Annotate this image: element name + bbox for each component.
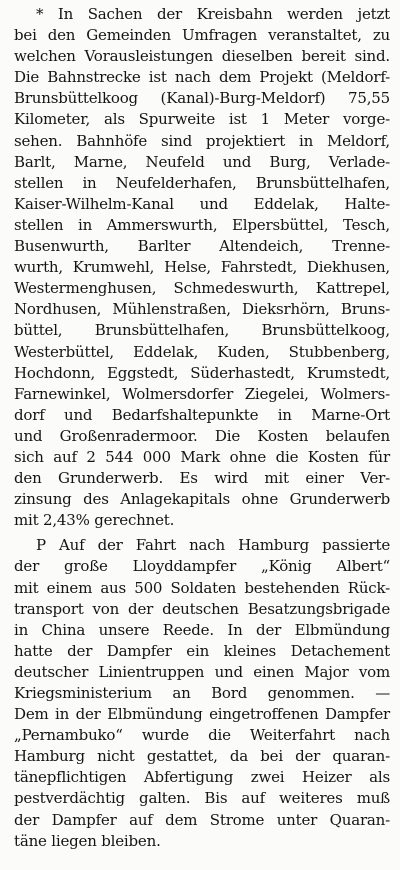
text-line: wurth, Krumwehl, Helse, Fahrstedt, Diekhusen,	[14, 258, 390, 277]
article-kreisbahn	[14, 4, 390, 531]
text-line: mit einem aus 500 Soldaten bestehenden Rück-	[14, 578, 390, 597]
text-line: büttel, Brunsbüttelhafen, Brunsbüttelkoog,	[14, 321, 390, 340]
text-line: dorf und Bedarfshaltepunkte in Marne-Ort	[14, 405, 390, 424]
text-line: stellen in Neufelderhafen, Brunsbüttelhafen,	[14, 173, 390, 192]
text-line: welchen Vorausleistungen dieselben bereit sind.	[14, 47, 390, 66]
text-line: Brunsbüttelkoog (Kanal)-Burg-Meldorf) 75,55	[14, 89, 390, 108]
text-line: mit 2,43% gerechnet.	[14, 511, 175, 530]
text-line: P Auf der Fahrt nach Hamburg passierte	[36, 536, 390, 555]
text-line: Farnewinkel, Wolmersdorfer Ziegelei, Wolmers-	[14, 384, 390, 403]
text-line: pestverdächtig galten. Bis auf weiteres muß	[14, 789, 390, 808]
text-line: zinsung des Anlagekapitals ohne Grunderwerb	[14, 490, 390, 509]
text-line: Nordhusen, Mühlenstraßen, Dieksrhörn, Bruns-	[14, 300, 390, 319]
text-line: Kriegsministerium an Bord genommen. —	[14, 684, 390, 702]
text-line: in China unsere Reede. In der Elbmündung	[14, 620, 390, 639]
text-line: deutscher Linientruppen und einen Major vom	[14, 662, 390, 681]
text-line: Barlt, Marne, Neufeld und Burg, Verlade-	[14, 152, 390, 171]
text-line: Westermenghusen, Schmedeswurth, Kattrepel,	[14, 279, 390, 298]
text-line: hatte der Dampfer ein kleines Detachement	[14, 641, 390, 660]
text-line: Westerbüttel, Eddelak, Kuden, Stubbenberg,	[14, 342, 390, 361]
article-lloyddampfer	[14, 535, 390, 851]
text-line: bei den Gemeinden Umfragen veranstaltet, zu	[14, 26, 390, 45]
text-line: Hochdonn, Eggstedt, Süderhastedt, Krumstedt,	[14, 363, 390, 382]
text-line: transport von der deutschen Besatzungsbrigade	[14, 599, 390, 618]
text-line: * In Sachen der Kreisbahn werden jetzt	[36, 5, 390, 23]
text-line: „Pernambuko“ wurde die Weiterfahrt nach	[14, 726, 390, 745]
text-line: der große Lloyddampfer „König Albert“	[14, 557, 390, 576]
text-line: Kaiser-Wilhelm-Kanal und Eddelak, Halte-	[14, 194, 390, 213]
text-line: sich auf 2 544 000 Mark ohne die Kosten für	[14, 447, 390, 466]
text-line: täne liegen bleiben.	[14, 831, 161, 850]
text-line: und Großenradermoor. Die Kosten belaufen	[14, 426, 390, 445]
text-line: Dem in der Elbmündung eingetroffenen Dampfer	[14, 705, 390, 724]
text-line: tänepflichtigen Abfertigung zwei Heizer als	[14, 768, 390, 787]
text-line: den Grunderwerb. Es wird mit einer Ver-	[14, 469, 390, 488]
text-line: Busenwurth, Barlter Altendeich, Trenne-	[14, 237, 390, 256]
text-line: der Dampfer auf dem Strome unter Quaran-	[14, 810, 390, 829]
text-line: stellen in Ammerswurth, Elpersbüttel, Tesch,	[14, 215, 390, 234]
text-line: sehen. Bahnhöfe sind projektiert in Meldorf,	[14, 131, 390, 150]
text-line: Die Bahnstrecke ist nach dem Projekt (Meldorf-	[14, 68, 390, 87]
text-line: Kilometer, als Spurweite ist 1 Meter vorge-	[14, 110, 390, 129]
text-line: Hamburg nicht gestattet, da bei der quaran-	[14, 747, 390, 766]
